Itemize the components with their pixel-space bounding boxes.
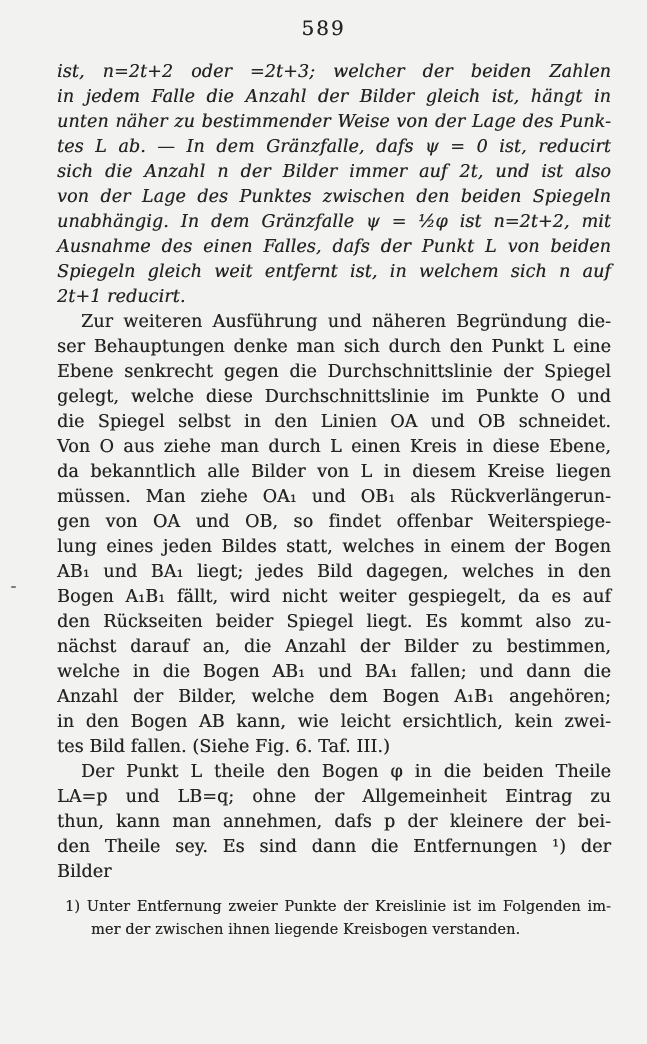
text-line: in den Bogen AB kann, wie leicht ersichtlich, kein zwei- <box>57 712 611 732</box>
text-line: die Spiegel selbst in den Linien OA und OB schneidet. <box>57 412 611 432</box>
text-line: tes L ab. — In dem Gränzfalle, dafs ψ = 0 ist, reducirt <box>57 137 611 157</box>
text-line: da bekanntlich alle Bilder von L in diesem Kreise liegen <box>57 462 611 482</box>
paragraph-final <box>57 760 611 885</box>
text-block <box>57 60 611 942</box>
page-number: 589 <box>301 16 346 40</box>
ink-speck <box>11 586 16 588</box>
text-line: sich die Anzahl n der Bilder immer auf 2t, und ist also <box>57 162 611 182</box>
text-line: welche in die Bogen AB₁ und BA₁ fallen; und dann die <box>57 662 611 682</box>
text-line: lung eines jeden Bildes statt, welches in einem der Bogen <box>57 537 611 557</box>
text-line: Der Punkt L theile den Bogen φ in die beiden Theile <box>81 762 611 782</box>
paragraph-main <box>57 310 611 760</box>
text-line: unabhängig. In dem Gränzfalle ψ = ½φ ist n=2t+2, mit <box>57 212 611 232</box>
paragraph-continuation <box>57 60 611 310</box>
text-line: Ebene senkrecht gegen die Durchschnittslinie der Spiegel <box>57 362 611 382</box>
text-line: nächst darauf an, die Anzahl der Bilder zu bestimmen, <box>57 637 611 657</box>
text-line: Ausnahme des einen Falles, dafs der Punkt L von beiden <box>57 237 611 257</box>
text-line: von der Lage des Punktes zwischen den beiden Spiegeln <box>57 187 611 207</box>
text-line: ser Behauptungen denke man sich durch den Punkt L eine <box>57 337 611 357</box>
text-line: thun, kann man annehmen, dafs p der kleinere der bei- <box>57 812 611 832</box>
text-line: AB₁ und BA₁ liegt; jedes Bild dagegen, welches in den <box>57 562 611 582</box>
footnote <box>57 896 611 942</box>
text-line: Von O aus ziehe man durch L einen Kreis in diese Ebene, <box>57 437 611 457</box>
text-line: LA=p und LB=q; ohne der Allgemeinheit Eintrag zu <box>57 787 611 807</box>
text-line: gen von OA und OB, so findet offenbar Weiterspiege- <box>57 512 611 532</box>
text-line: gelegt, welche diese Durchschnittslinie im Punkte O und <box>57 387 611 407</box>
footnote-line: mer der zwischen ihnen liegende Kreisbogen verstanden. <box>91 922 521 938</box>
text-line: Bilder <box>57 862 112 882</box>
text-line: Zur weiteren Ausführung und näheren Begründung die- <box>81 312 611 332</box>
text-line: tes Bild fallen. (Siehe Fig. 6. Taf. III.) <box>57 737 390 757</box>
text-line: Anzahl der Bilder, welche dem Bogen A₁B₁ angehören; <box>57 687 611 707</box>
text-line: unten näher zu bestimmender Weise von der Lage des Punk- <box>57 112 611 132</box>
text-line: Spiegeln gleich weit entfernt ist, in welchem sich n auf <box>57 262 611 282</box>
text-line: 2t+1 reducirt. <box>57 287 186 307</box>
footnote-line: 1) Unter Entfernung zweier Punkte der Kreislinie ist im Folgenden im- <box>65 899 611 915</box>
text-line: den Theile sey. Es sind dann die Entfernungen ¹) der <box>57 837 611 857</box>
text-line: müssen. Man ziehe OA₁ und OB₁ als Rückverlängerun- <box>57 487 611 507</box>
text-line: ist, n=2t+2 oder =2t+3; welcher der beiden Zahlen <box>57 62 611 82</box>
text-line: in jedem Falle die Anzahl der Bilder gleich ist, hängt in <box>57 87 611 107</box>
text-line: Bogen A₁B₁ fällt, wird nicht weiter gespiegelt, da es auf <box>57 587 611 607</box>
text-line: den Rückseiten beider Spiegel liegt. Es kommt also zu- <box>57 612 611 632</box>
